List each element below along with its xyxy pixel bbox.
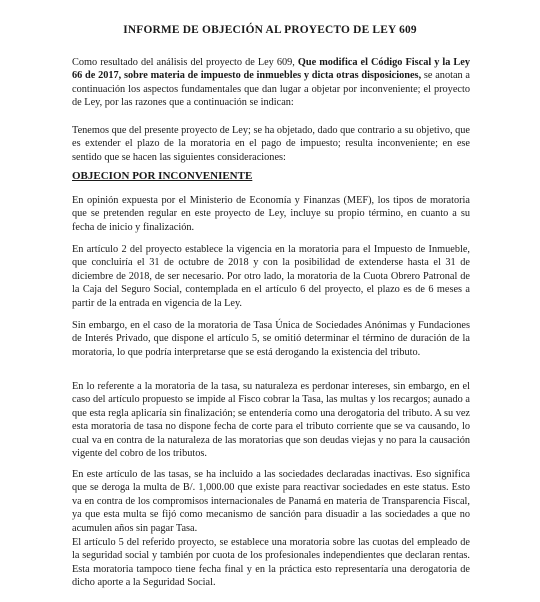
body-paragraph-3: Sin embargo, en el caso de la moratoria de Tasa Única de Sociedades Anónimas y Fundaciones de Interés Privado, que dispone el artículo 5, se omitió determinar el término de duración de la moratoria, lo que podría interpretarse que se está derogando la existencia del tributo.	[72, 320, 470, 358]
section-heading: OBJECION POR INCONVENIENTE	[72, 170, 253, 182]
intro-paragraph	[72, 56, 470, 110]
intro-text-1: Como resultado del análisis del proyecto de Ley 609,	[72, 57, 298, 68]
body-paragraph-5: En este artículo de las tasas, se ha incluido a las sociedades declaradas inactivas. Eso significa que se deroga la multa de B/. 1,000.00 que existe para reactivar sociedades en este status. Esto va en contra de los compromisos internacionales de Panamá en materia de Transparencia Fiscal, ya que esta multa se fijó como mecanismo de sanción para disuadir a las sociedades a que no acumulen años sin pagar Tasa.	[72, 469, 470, 534]
considerations-paragraph: Tenemos que del presente proyecto de Ley; se ha objetado, dado que contrario a su objetivo, que es extender el plazo de la moratoria en el pago de impuesto; resulta inconveniente; en ese sentido que se hacen las siguientes consideraciones:	[72, 125, 470, 163]
body-paragraph-6: El artículo 5 del referido proyecto, se establece una moratoria sobre las cuotas del empleado de la seguridad social y también por cuota de los profesionales independientes que declaran rentas. Esta moratoria tampoco tiene fecha final y en la práctica esto representaría una derogatoria de dicho aporte a la Seguridad Social.	[72, 537, 470, 589]
intro-text-2: se anotan a continuación los aspectos fundamentales que dan lugar a objetar por inconveniente; el proyecto de Ley, por las razones que a continuación se indican:	[72, 70, 470, 109]
body-paragraph-2: En artículo 2 del proyecto establece la vigencia en la moratoria para el Impuesto de Inmueble, que concluiría el 31 de octubre de 2018 y con la posibilidad de extenderse hasta el 31 de diciembre de 2018, de ser necesario. Por otro lado, la moratoria de la Cuota Obrero Patronal de la Caja del Seguro Social, contemplada en el artículo 6 del proyecto, el plazo es de 6 meses a partir de la entrada en vigencia de la Ley.	[72, 244, 470, 309]
body-paragraph-4: En lo referente a la moratoria de la tasa, su naturaleza es perdonar intereses, sin embargo, en el caso del artículo propuesto se impide al Fisco cobrar la Tasa, las multas y los recargos; aunado a que esta regla aplicaría sin finalización; se entendería como una derogatoria del tributo. A su vez esta moratoria de tasa no dispone fecha de corte para el tributo corriente que se va causando, lo cual va en contra de la naturaleza de las moratorias que son deudas viejas y no para la causación vigente del cobro de los tributos.	[72, 381, 470, 460]
body-paragraph-1: En opinión expuesta por el Ministerio de Economía y Finanzas (MEF), los tipos de moratoria que se pretenden regular en este proyecto de Ley, incluye su propio término, en cuanto a su fecha de inicio y finalización.	[72, 195, 470, 233]
document-title: INFORME DE OBJECIÓN AL PROYECTO DE LEY 609	[123, 24, 417, 36]
intro-bold-text: Que modifica el Código Fiscal y la Ley 66 de 2017, sobre materia de impuesto de inmuebles y dicta otras disposiciones,	[72, 57, 470, 82]
